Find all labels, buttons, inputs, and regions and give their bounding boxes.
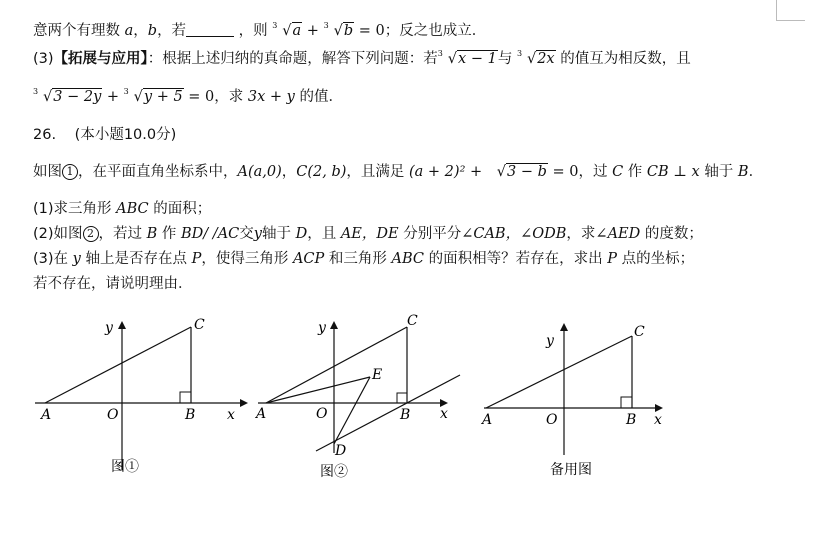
text-line-7 — [33, 223, 703, 245]
var-a: a — [124, 23, 134, 39]
angle-aed: ∠AED — [595, 226, 641, 242]
page-corner-mark — [776, 0, 805, 21]
text-line-3 — [33, 86, 343, 108]
figure-1 — [25, 305, 255, 485]
line3-text-a: ，求 — [214, 89, 244, 105]
label-a: A — [41, 407, 52, 423]
perpendicular-cb: CB ⊥ x — [646, 164, 700, 180]
line7-text-a: 如图 — [53, 226, 83, 242]
bisectors-ae-de: AE，DE — [340, 226, 399, 242]
line8-text-d: 和三角形 — [328, 251, 387, 267]
line8-text-c: ，使得三角形 — [201, 251, 289, 267]
text-line-9 — [33, 273, 193, 295]
line5-text-b: ，在平面直角坐标系中， — [78, 164, 238, 180]
label-o: O — [546, 412, 558, 428]
radicand: b — [343, 23, 354, 39]
line5-text-e: 作 — [627, 164, 643, 180]
root-index: 3 — [516, 49, 523, 58]
point-p: P — [191, 251, 202, 267]
root-index: 3 — [272, 21, 278, 30]
line6-text-a: 求三角形 — [53, 201, 112, 217]
label-c: C — [194, 317, 205, 333]
period: ． — [748, 164, 764, 180]
sqrt-3-minus-b: √3 − b — [496, 164, 547, 180]
triangle-acp: ACP — [292, 251, 325, 267]
line8-text-a: 在 — [53, 251, 69, 267]
text-line-8 — [33, 248, 694, 270]
text-line-5 — [33, 161, 763, 183]
answer-blank[interactable] — [186, 22, 234, 37]
line1-text-a: 意两个有理数 — [33, 23, 120, 39]
radicand: a — [292, 23, 302, 39]
part-number: (3) — [33, 251, 54, 267]
circled-number-2: 2 — [83, 226, 99, 242]
part-number: (3) — [33, 51, 54, 67]
line-bd — [316, 375, 460, 451]
label-b: B — [626, 412, 637, 428]
line5-text-a: 如图 — [33, 164, 62, 180]
equals-zero: = 0 — [552, 164, 579, 180]
angles-cab-odb: ∠CAB，∠ODB — [461, 226, 567, 242]
part-number: (1) — [33, 201, 54, 217]
line7-text-i: 的度数； — [644, 226, 703, 242]
segment-ac — [266, 327, 407, 403]
line2-text-c: 的值互为相反数，且 — [560, 51, 691, 67]
line1-text-d: ；反之也成立． — [384, 23, 487, 39]
radicand: y + 5 — [143, 89, 183, 105]
line8-text-b: 轴上是否存在点 — [85, 251, 187, 267]
line5-text-f: 轴于 — [704, 164, 734, 180]
line7-text-f: ，且 — [307, 226, 337, 242]
line1-text-b: ，若 — [157, 23, 187, 39]
right-angle-mark — [397, 393, 407, 403]
line7-text-c: 作 — [161, 226, 177, 242]
label-b: B — [185, 407, 196, 423]
segment-ac — [45, 327, 191, 403]
question-score: (本小题10.0分) — [74, 127, 177, 143]
label-x: x — [440, 406, 448, 422]
figure-2 — [250, 305, 470, 485]
y-axis-arrow — [560, 323, 568, 331]
circled-number-1: 1 — [62, 164, 78, 180]
radicand: 3 − b — [507, 164, 547, 180]
point-a: A(a,0) — [237, 164, 282, 180]
var-b: b — [147, 23, 158, 39]
cube-root-3-minus-2y: 3 √3 − 2y — [33, 86, 102, 108]
point-p-ref: P — [607, 251, 617, 267]
y-axis-arrow — [118, 321, 126, 329]
line7-text-h: ，求 — [566, 226, 596, 242]
cube-root-b: 3 √b — [324, 20, 355, 42]
root-index: 3 — [437, 49, 443, 58]
triangle-abc: ABC — [116, 201, 149, 217]
square-expression: (a + 2)² + — [409, 164, 483, 180]
line9-text: 若不存在，请说明理由． — [33, 276, 193, 292]
parallel-bd-ac: BD/ /AC — [181, 226, 240, 242]
segment-ae — [266, 377, 370, 403]
line6-text-b: 的面积； — [153, 201, 212, 217]
caption-figure-2: 图② — [320, 464, 348, 480]
label-y: y — [318, 320, 326, 336]
label-c: C — [407, 313, 418, 329]
line3-text-b: 的值． — [299, 89, 343, 105]
point-d: D — [295, 226, 308, 242]
label-o: O — [316, 406, 328, 422]
line7-text-e: 轴于 — [261, 226, 291, 242]
caption-figure-3: 备用图 — [550, 462, 592, 478]
text-line-6 — [33, 198, 211, 220]
label-e: E — [372, 367, 383, 383]
separator: ， — [281, 164, 297, 180]
line1-text-c: ，则 — [238, 23, 268, 39]
x-axis-arrow — [240, 399, 248, 407]
x-axis-arrow — [655, 404, 663, 412]
label-x: x — [654, 412, 662, 428]
line8-text-e: 的面积相等？若存在，求出 — [428, 251, 603, 267]
section-heading: 【拓展与应用】 — [53, 51, 148, 67]
equals-zero: = 0 — [188, 89, 215, 105]
line5-text-c: ，且满足 — [346, 164, 405, 180]
right-angle-mark — [180, 392, 191, 403]
segment-de — [334, 377, 370, 444]
axis-y: y — [253, 226, 262, 242]
cube-root-y-plus-5: 3 √y + 5 — [124, 86, 184, 108]
line8-text-f: 点的坐标； — [621, 251, 695, 267]
line7-text-g: 分别平分 — [403, 226, 462, 242]
y-axis-arrow — [330, 321, 338, 329]
point-c-ref: C — [612, 164, 624, 180]
figure-3-spare — [470, 305, 690, 485]
question-number: 26. — [33, 127, 57, 143]
equals-zero: = 0 — [358, 23, 385, 39]
line5-text-d: ，过 — [578, 164, 608, 180]
comma: ， — [133, 23, 148, 39]
part-number: (2) — [33, 226, 54, 242]
cube-root-x-minus-1: 3 √x − 1 — [438, 48, 498, 70]
point-b: B — [146, 226, 158, 242]
root-index: 3 — [123, 87, 129, 96]
right-angle-mark — [621, 397, 632, 408]
label-b: B — [400, 407, 411, 423]
label-a: A — [482, 412, 493, 428]
label-y: y — [105, 320, 113, 336]
triangle-abc: ABC — [391, 251, 424, 267]
caption-figure-1: 图① — [111, 459, 139, 475]
point-b-ref: B — [737, 164, 749, 180]
line7-text-d: 交 — [239, 226, 254, 242]
label-d: D — [335, 443, 347, 459]
expression-3x-plus-y: 3x + y — [247, 89, 295, 105]
label-o: O — [107, 407, 119, 423]
line7-text-b: ，若过 — [98, 226, 143, 242]
point-c: C(2, b) — [296, 164, 347, 180]
label-c: C — [634, 324, 645, 340]
radicand: 3 − 2y — [53, 89, 102, 105]
label-x: x — [227, 407, 235, 423]
root-index: 3 — [33, 87, 39, 96]
root-index: 3 — [323, 21, 329, 30]
cube-root-a: 3 √a — [272, 20, 302, 42]
label-y: y — [546, 333, 554, 349]
text-line-2 — [33, 48, 691, 70]
plus-sign: + — [106, 89, 120, 105]
axis-y: y — [72, 251, 81, 267]
cube-root-2x: 3 √2x — [517, 48, 556, 70]
text-line-1 — [33, 20, 486, 42]
line2-text-b: 与 — [497, 51, 513, 67]
question-26-header — [33, 124, 176, 146]
segment-ac — [486, 336, 632, 408]
radicand: x − 1 — [458, 51, 497, 67]
label-a: A — [256, 406, 267, 422]
plus-sign: + — [306, 23, 319, 39]
line2-text-a: ：根据上述归纳的真命题，解答下列问题：若 — [147, 51, 438, 67]
radicand: 2x — [537, 51, 555, 67]
